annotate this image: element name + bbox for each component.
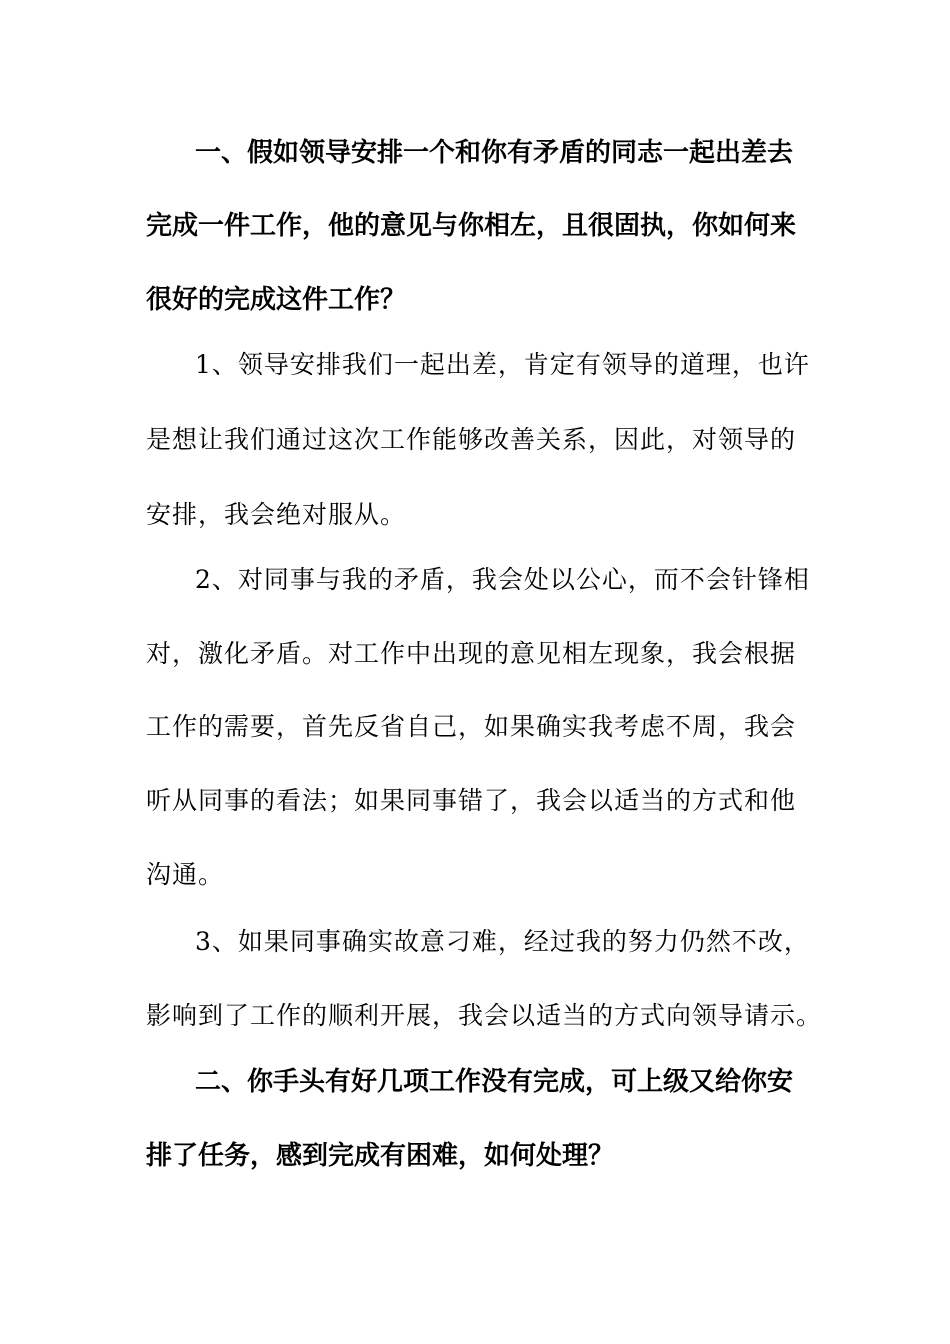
- answer-1-point-1-line-3: 安排，我会绝对服从。: [146, 500, 407, 529]
- answer-1-point-1-line-1: 1、领导安排我们一起出差，肯定有领导的道理，也许: [195, 350, 810, 379]
- answer-1-point-2-line-5: 沟通。: [146, 860, 225, 889]
- question-2-line-1: 二、你手头有好几项工作没有完成，可上级又给你安: [195, 1067, 794, 1097]
- answer-1-point-2-line-1: 2、对同事与我的矛盾，我会处以公心，而不会针锋相: [195, 565, 810, 594]
- answer-1-point-3-line-2: 影响到了工作的顺利开展，我会以适当的方式向领导请示。: [146, 1001, 823, 1030]
- question-1-line-2: 完成一件工作，他的意见与你相左，且很固执，你如何来: [146, 211, 797, 241]
- answer-1-point-1-line-2: 是想让我们通过这次工作能够改善关系，因此，对领导的: [146, 425, 797, 454]
- answer-1-point-2-line-3: 工作的需要，首先反省自己，如果确实我考虑不周，我会: [146, 712, 797, 741]
- answer-1-point-3-line-1: 3、如果同事确实故意刁难，经过我的努力仍然不改，: [195, 927, 810, 956]
- answer-1-point-2-line-2: 对，激化矛盾。对工作中出现的意见相左现象，我会根据: [146, 639, 797, 668]
- question-2-line-2: 排了任务，感到完成有困难，如何处理？: [146, 1141, 615, 1171]
- answer-1-point-2-line-4: 听从同事的看法；如果同事错了，我会以适当的方式和他: [146, 786, 797, 815]
- question-1-line-1: 一、假如领导安排一个和你有矛盾的同志一起出差去: [195, 138, 794, 168]
- question-1-line-3: 很好的完成这件工作？: [146, 285, 407, 315]
